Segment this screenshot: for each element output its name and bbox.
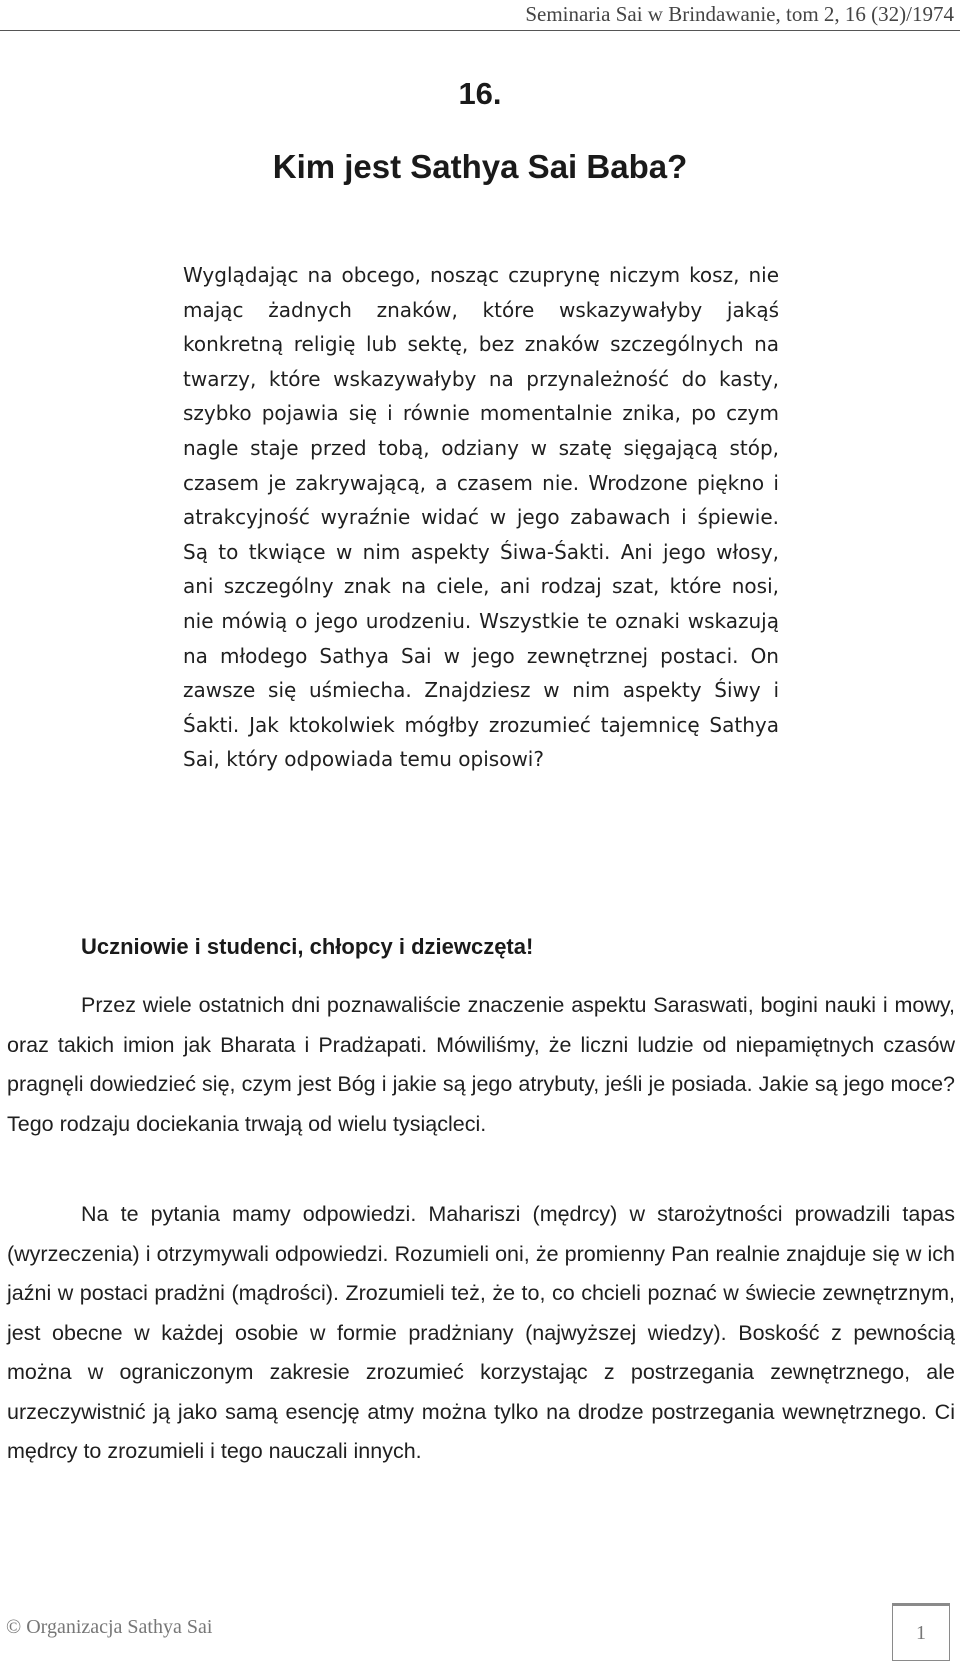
chapter-title: Kim jest Sathya Sai Baba? [272, 148, 688, 185]
page-number-box [892, 1603, 950, 1661]
greeting-heading: Uczniowie i studenci, chłopcy i dziewczęta! [81, 934, 534, 959]
body-paragraph: Przez wiele ostatnich dni poznawaliście znaczenie aspektu Saraswati, bogini nauki i mowy, oraz takich imion jak Bharata i Pradżapati. Mówiliśmy, że liczni ludzie od niepamiętnych czasów pragnęli dowiedzieć się, czym jest Bóg i jakie są jego atrybuty, jeśli je posiada. Jakie są jego moce? Tego rodzaju dociekania trwają od wielu tysiącleci. [7, 993, 955, 1136]
page-number: 1 [916, 1622, 926, 1644]
body-paragraph: Na te pytania mamy odpowiedzi. Mahariszi (mędrcy) w starożytności prowadzili tapas (wyrzeczenia) i otrzymywali odpowiedzi. Rozumieli oni, że promienny Pan realnie znajduje się w ich jaźni w postaci pradżni (mądrości). Zrozumieli też, że to, co chcieli poznać w świecie zewnętrznym, jest obecne w każdej osobie w formie pradżniany (najwyższej wiedzy). Boskość z pewnością można w ograniczonym zakresie zrozumieć korzystając z postrzegania zewnętrznego, ale urzeczywistnić ją jako samą esencję atmy można tylko na drodze postrzegania wewnętrznego. Ci mędrcy to zrozumieli i tego nauczali innych. [7, 1202, 955, 1463]
epigraph-poem: Wyglądając na obcego, nosząc czuprynę niczym kosz, nie mając żadnych znaków, które wskazywałyby jakąś konkretną religię lub sektę, bez znaków szczególnych na twarzy, które wskazywałyby na przynależność do kasty, szybko pojawia się i równie momentalnie znika, po czym nagle staje przed tobą, odziany w szatę sięgającą stóp, czasem je zakrywającą, a czasem nie. Wrodzone piękno i atrakcyjność wyraźnie widać w jego zabawach i śpiewie. Są to tkwiące w nim aspekty Śiwa-Śakti. Ani jego włosy, ani szczególny znak na ciele, ani rodzaj szat, które nosi, nie mówią o jego urodzeniu. Wszystkie te oznaki wskazują na młodego Sathya Sai w jego zewnętrznej postaci. On zawsze się uśmiecha. Znajdziesz w nim aspekty Śiwy i Śakti. Jak ktokolwiek mógłby zrozumieć tajemnicę Sathya Sai, który odpowiada temu opisowi? [183, 263, 779, 772]
running-header: Seminaria Sai w Brindawanie, tom 2, 16 (32)/1974 [525, 2, 954, 26]
header-divider [0, 30, 960, 31]
footer-copyright: © Organizacja Sathya Sai [6, 1616, 213, 1638]
chapter-number: 16. [458, 76, 502, 111]
